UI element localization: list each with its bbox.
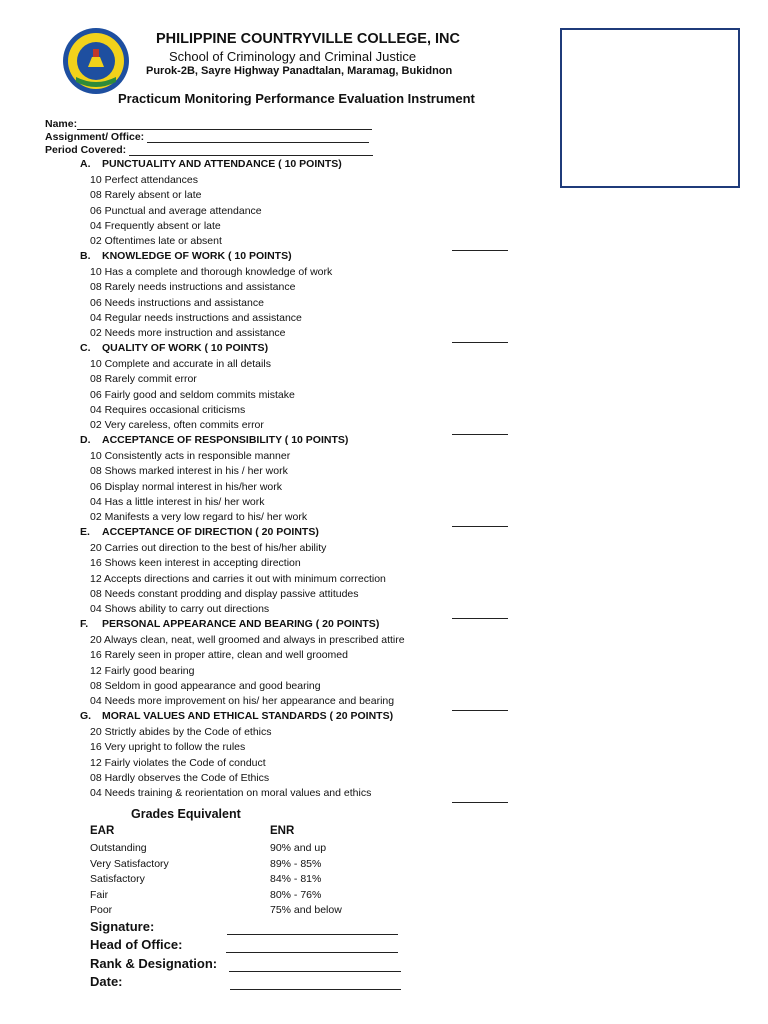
criteria-item: 08 Shows marked interest in his / her work	[90, 465, 288, 478]
criteria-item: 04 Needs more improvement on his/ her appearance and bearing	[90, 695, 395, 708]
assignment-field[interactable]	[45, 131, 369, 143]
criteria-item: 04 Needs training & reorientation on moral values and ethics	[90, 787, 372, 800]
criteria-item: 02 Oftentimes late or absent	[90, 235, 222, 248]
score-blank[interactable]	[452, 617, 508, 619]
criteria-item: 20 Always clean, neat, well groomed and always in prescribed attire	[90, 634, 405, 646]
name-label: Name:	[45, 118, 78, 130]
criteria-item: 04 Requires occasional criticisms	[90, 403, 246, 416]
criteria-item: 16 Very upright to follow the rules	[90, 741, 246, 754]
criteria-item: 16 Rarely seen in proper attire, clean and well groomed	[90, 649, 348, 662]
criteria-item: 04 Shows ability to carry out directions	[90, 603, 270, 616]
criteria-item: 02 Needs more instruction and assistance	[90, 327, 286, 340]
assignment-label: Assignment/ Office:	[45, 131, 145, 143]
section-title: PERSONAL APPEARANCE AND BEARING ( 20 POINTS)	[102, 618, 380, 630]
rank-designation-line[interactable]	[229, 970, 401, 972]
criteria-item: 06 Fairly good and seldom commits mistake	[90, 388, 295, 401]
section-letter: E.	[80, 526, 90, 538]
date-line[interactable]	[230, 988, 401, 990]
section-letter: A.	[80, 158, 91, 170]
photo-box	[560, 28, 740, 188]
period-line	[129, 144, 373, 156]
criteria-item: 08 Hardly observes the Code of Ethics	[90, 771, 270, 784]
head-of-office-label: Head of Office:	[90, 937, 183, 952]
grade-ear: Poor	[90, 904, 113, 916]
criteria-item: 10 Complete and accurate in all details	[90, 358, 271, 370]
period-field[interactable]	[45, 144, 373, 156]
section-heading	[80, 342, 268, 354]
section-title: QUALITY OF WORK ( 10 POINTS)	[102, 342, 269, 354]
section-heading	[80, 618, 379, 630]
criteria-item: 12 Fairly good bearing	[90, 664, 195, 677]
criteria-item: 08 Rarely commit error	[90, 373, 197, 386]
college-logo	[62, 27, 130, 95]
signature-line[interactable]	[227, 933, 398, 935]
grade-ear: Outstanding	[90, 842, 147, 854]
criteria-item: 04 Frequently absent or late	[90, 219, 221, 232]
section-title: MORAL VALUES AND ETHICAL STANDARDS ( 20 POINTS)	[102, 710, 394, 722]
criteria-item: 06 Needs instructions and assistance	[90, 296, 264, 309]
criteria-item: 10 Has a complete and thorough knowledge of work	[90, 266, 333, 278]
criteria-item: 02 Very careless, often commits error	[90, 419, 264, 432]
grade-enr: 89% - 85%	[270, 857, 322, 870]
criteria-item: 08 Rarely needs instructions and assistance	[90, 281, 296, 294]
score-blank[interactable]	[452, 801, 508, 803]
score-blank[interactable]	[452, 433, 508, 435]
criteria-item: 02 Manifests a very low regard to his/ her work	[90, 511, 308, 524]
section-heading	[80, 434, 348, 446]
section-title: ACCEPTANCE OF RESPONSIBILITY ( 10 POINTS)	[102, 434, 349, 446]
section-letter: D.	[80, 434, 91, 446]
grade-enr: 75% and below	[270, 904, 342, 916]
criteria-item: 06 Punctual and average attendance	[90, 204, 262, 217]
grade-ear: Satisfactory	[90, 873, 145, 885]
section-title: ACCEPTANCE OF DIRECTION ( 20 POINTS)	[102, 526, 319, 538]
criteria-item: 20 Carries out direction to the best of his/her ability	[90, 542, 327, 554]
grade-ear: Very Satisfactory	[90, 857, 169, 870]
criteria-item: 10 Perfect attendances	[90, 174, 198, 186]
criteria-item: 04 Regular needs instructions and assistance	[90, 311, 302, 324]
score-blank[interactable]	[452, 709, 508, 711]
ear-header: EAR	[90, 825, 115, 837]
grade-enr: 80% - 76%	[270, 888, 322, 901]
criteria-item: 16 Shows keen interest in accepting direction	[90, 557, 301, 570]
section-heading	[80, 710, 393, 722]
date-label: Date:	[90, 974, 123, 989]
section-heading	[80, 158, 342, 170]
school-name: School of Criminology and Criminal Justice	[169, 49, 417, 64]
criteria-item: 08 Rarely absent or late	[90, 189, 202, 202]
criteria-item: 08 Seldom in good appearance and good bearing	[90, 679, 321, 692]
college-address: Purok-2B, Sayre Highway Panadtalan, Maramag, Bukidnon	[146, 65, 453, 77]
instrument-title: Practicum Monitoring Performance Evaluation Instrument	[118, 91, 475, 106]
section-heading	[80, 250, 292, 262]
grade-enr: 84% - 81%	[270, 873, 322, 885]
name-line	[77, 118, 372, 130]
score-blank[interactable]	[452, 249, 508, 251]
grades-title: Grades Equivalent	[131, 807, 241, 821]
grade-enr: 90% and up	[270, 842, 327, 854]
criteria-item: 06 Display normal interest in his/her work	[90, 480, 282, 493]
period-label: Period Covered:	[45, 144, 127, 156]
section-letter: B.	[80, 250, 91, 262]
criteria-item: 20 Strictly abides by the Code of ethics	[90, 726, 272, 738]
signature-label: Signature:	[90, 919, 155, 934]
criteria-item: 10 Consistently acts in responsible manner	[90, 450, 291, 462]
score-blank[interactable]	[452, 341, 508, 343]
criteria-item: 12 Accepts directions and carries it out with minimum correction	[90, 572, 386, 585]
section-letter: G.	[80, 710, 92, 722]
score-blank[interactable]	[452, 525, 508, 527]
criteria-item: 12 Fairly violates the Code of conduct	[90, 756, 266, 769]
section-letter: F.	[80, 618, 89, 630]
enr-header: ENR	[270, 825, 295, 837]
section-letter: C.	[80, 342, 91, 354]
assignment-line	[147, 131, 369, 143]
grade-ear: Fair	[90, 888, 109, 901]
section-title: KNOWLEDGE OF WORK ( 10 POINTS)	[102, 250, 292, 262]
section-heading	[80, 526, 319, 538]
college-name: PHILIPPINE COUNTRYVILLE COLLEGE, INC	[156, 31, 460, 47]
criteria-item: 04 Has a little interest in his/ her work	[90, 495, 265, 508]
section-title: PUNCTUALITY AND ATTENDANCE ( 10 POINTS)	[102, 158, 342, 170]
name-field[interactable]	[45, 118, 372, 130]
rank-designation-label: Rank & Designation:	[90, 956, 218, 971]
head-of-office-line[interactable]	[226, 951, 398, 953]
criteria-item: 08 Needs constant prodding and display passive attitudes	[90, 587, 359, 600]
